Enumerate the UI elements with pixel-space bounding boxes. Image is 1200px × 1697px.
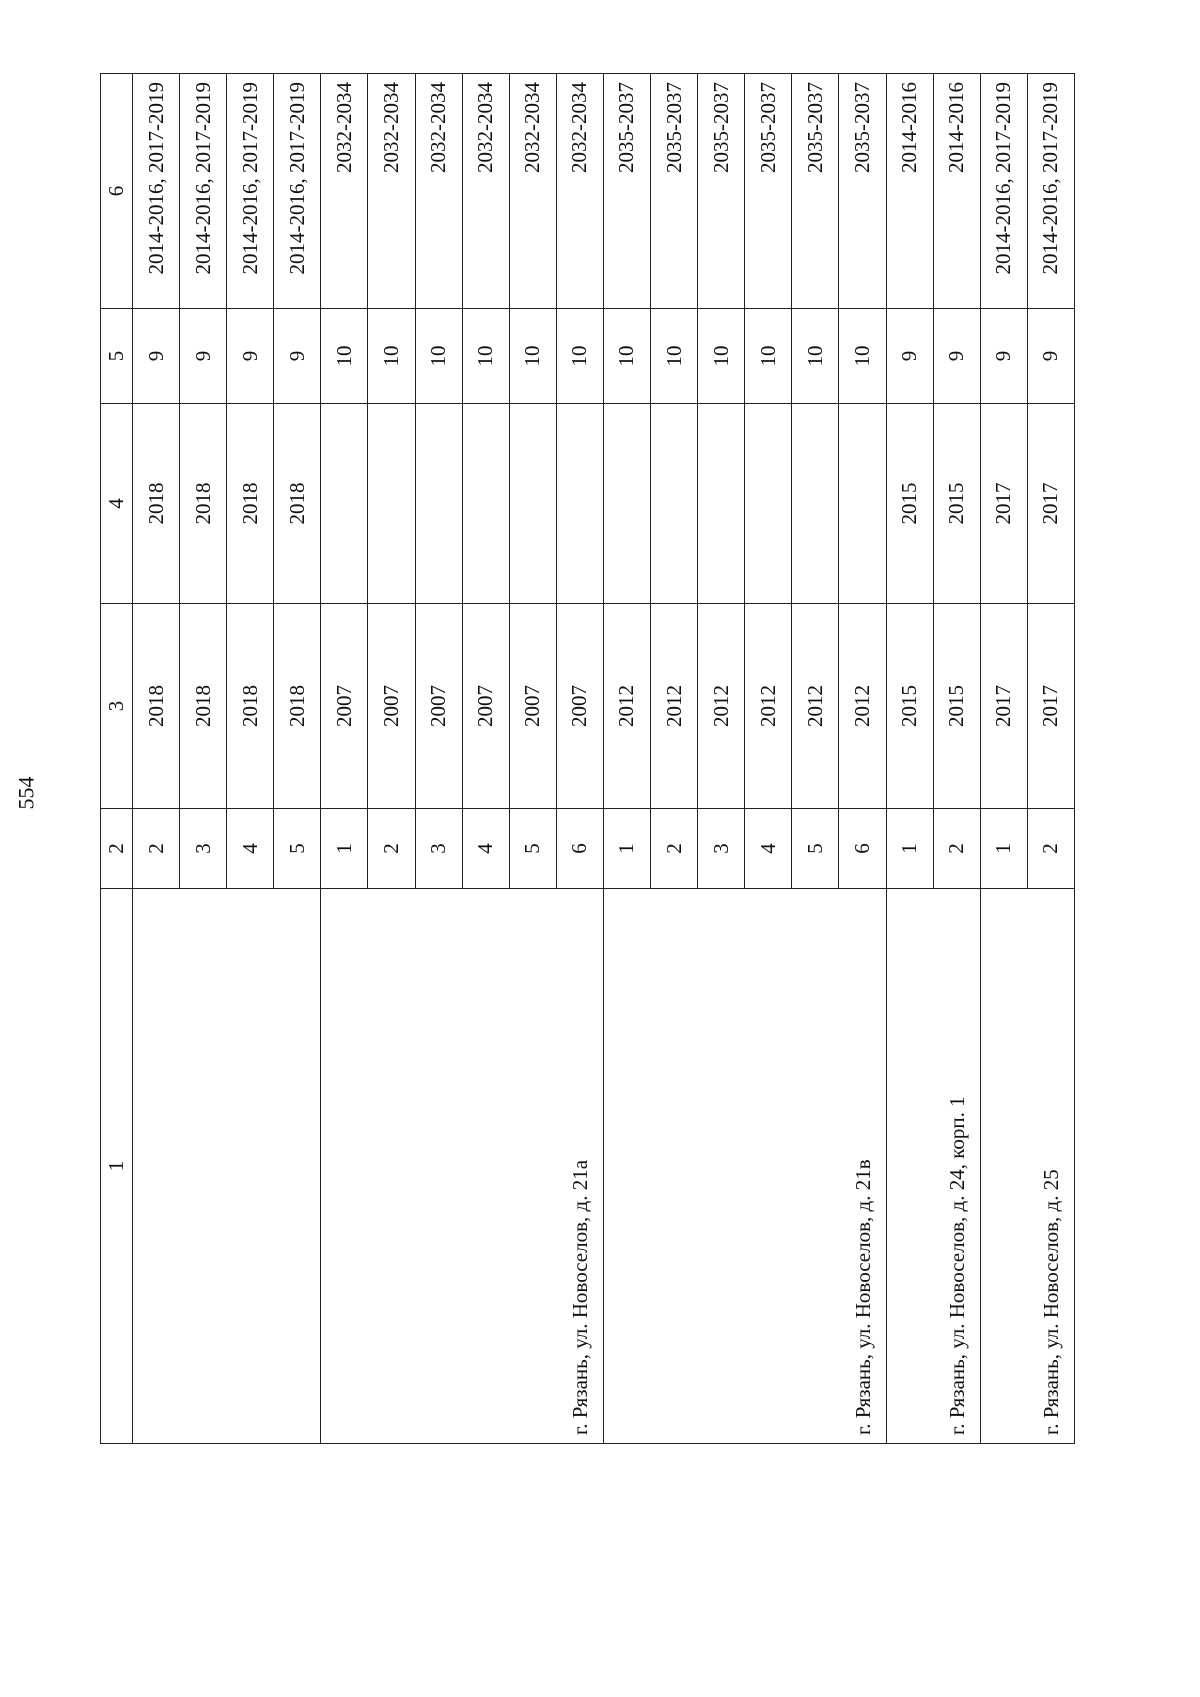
table-row — [321, 74, 368, 1444]
col-3-cell: 2012 — [651, 604, 698, 809]
col-6-cell: 2035-2037 — [698, 74, 745, 309]
col-6-cell: 2032-2034 — [321, 74, 368, 309]
col-5-cell: 10 — [509, 309, 556, 404]
row-number-cell: 5 — [274, 809, 321, 889]
col-3-cell: 2007 — [321, 604, 368, 809]
col-4-cell — [462, 404, 509, 604]
col-3-cell: 2018 — [133, 604, 180, 809]
col-4-cell — [839, 404, 886, 604]
col-5-cell: 10 — [368, 309, 415, 404]
col-4-cell — [321, 404, 368, 604]
header-col-4: 4 — [101, 404, 133, 604]
col-5-cell: 10 — [462, 309, 509, 404]
row-number-cell: 2 — [133, 809, 180, 889]
row-number-cell: 4 — [745, 809, 792, 889]
col-6-cell: 2032-2034 — [415, 74, 462, 309]
col-6-cell: 2035-2037 — [651, 74, 698, 309]
header-col-1: 1 — [101, 889, 133, 1444]
row-number-cell: 1 — [886, 809, 933, 889]
row-number-cell: 4 — [227, 809, 274, 889]
col-3-cell: 2018 — [180, 604, 227, 809]
col-3-cell: 2017 — [980, 604, 1027, 809]
col-4-cell — [368, 404, 415, 604]
col-6-cell: 2035-2037 — [603, 74, 650, 309]
header-col-5: 5 — [101, 309, 133, 404]
col-4-cell — [415, 404, 462, 604]
address-cell: г. Рязань, ул. Новоселов, д. 25 — [980, 889, 1074, 1444]
col-4-cell: 2018 — [274, 404, 321, 604]
table-body — [133, 74, 1075, 1444]
col-3-cell: 2018 — [227, 604, 274, 809]
col-5-cell: 10 — [321, 309, 368, 404]
address-cell: г. Рязань, ул. Новоселов, д. 21а — [321, 889, 604, 1444]
col-6-cell: 2014-2016 — [933, 74, 980, 309]
row-number-cell: 2 — [651, 809, 698, 889]
row-number-cell: 2 — [368, 809, 415, 889]
col-6-cell: 2014-2016, 2017-2019 — [227, 74, 274, 309]
header-col-2: 2 — [101, 809, 133, 889]
col-4-cell: 2017 — [1027, 404, 1074, 604]
col-4-cell — [509, 404, 556, 604]
row-number-cell: 5 — [792, 809, 839, 889]
header-col-3: 3 — [101, 604, 133, 809]
col-4-cell: 2018 — [227, 404, 274, 604]
col-4-cell: 2015 — [933, 404, 980, 604]
col-6-cell: 2014-2016, 2017-2019 — [980, 74, 1027, 309]
row-number-cell: 3 — [698, 809, 745, 889]
col-5-cell: 9 — [886, 309, 933, 404]
col-4-cell: 2015 — [886, 404, 933, 604]
table-row — [603, 74, 650, 1444]
col-6-cell: 2014-2016, 2017-2019 — [1027, 74, 1074, 309]
col-3-cell: 2007 — [462, 604, 509, 809]
row-number-cell: 3 — [415, 809, 462, 889]
col-3-cell: 2018 — [274, 604, 321, 809]
col-5-cell: 9 — [933, 309, 980, 404]
col-3-cell: 2012 — [603, 604, 650, 809]
col-6-cell: 2032-2034 — [556, 74, 603, 309]
col-3-cell: 2007 — [368, 604, 415, 809]
col-5-cell: 10 — [839, 309, 886, 404]
row-number-cell: 1 — [980, 809, 1027, 889]
row-number-cell: 1 — [321, 809, 368, 889]
col-6-cell: 2035-2037 — [792, 74, 839, 309]
address-cell — [133, 889, 321, 1444]
col-4-cell — [698, 404, 745, 604]
col-3-cell: 2007 — [509, 604, 556, 809]
col-5-cell: 9 — [180, 309, 227, 404]
col-4-cell — [603, 404, 650, 604]
col-5-cell: 10 — [603, 309, 650, 404]
col-4-cell — [745, 404, 792, 604]
col-4-cell — [792, 404, 839, 604]
col-4-cell: 2017 — [980, 404, 1027, 604]
col-6-cell: 2032-2034 — [368, 74, 415, 309]
col-4-cell — [651, 404, 698, 604]
col-5-cell: 10 — [792, 309, 839, 404]
col-5-cell: 10 — [556, 309, 603, 404]
col-6-cell: 2014-2016, 2017-2019 — [180, 74, 227, 309]
col-6-cell: 2014-2016, 2017-2019 — [133, 74, 180, 309]
col-4-cell: 2018 — [180, 404, 227, 604]
col-5-cell: 10 — [415, 309, 462, 404]
table-row — [133, 74, 180, 1444]
col-5-cell: 10 — [651, 309, 698, 404]
table-row — [980, 74, 1027, 1444]
data-table — [100, 73, 1075, 1444]
col-5-cell: 9 — [1027, 309, 1074, 404]
col-6-cell: 2035-2037 — [745, 74, 792, 309]
col-3-cell: 2012 — [745, 604, 792, 809]
col-5-cell: 10 — [698, 309, 745, 404]
col-6-cell: 2035-2037 — [839, 74, 886, 309]
col-3-cell: 2012 — [698, 604, 745, 809]
col-4-cell: 2018 — [133, 404, 180, 604]
col-4-cell — [556, 404, 603, 604]
row-number-cell: 3 — [180, 809, 227, 889]
row-number-cell: 1 — [603, 809, 650, 889]
col-3-cell: 2012 — [792, 604, 839, 809]
col-3-cell: 2007 — [415, 604, 462, 809]
page-number: 554 — [13, 776, 39, 810]
col-6-cell: 2032-2034 — [462, 74, 509, 309]
row-number-cell: 2 — [1027, 809, 1074, 889]
header-row — [101, 74, 133, 1444]
row-number-cell: 5 — [509, 809, 556, 889]
address-cell: г. Рязань, ул. Новоселов, д. 21в — [603, 889, 886, 1444]
col-5-cell: 9 — [980, 309, 1027, 404]
table-container — [100, 74, 1075, 1444]
row-number-cell: 2 — [933, 809, 980, 889]
col-5-cell: 9 — [133, 309, 180, 404]
table-row — [886, 74, 933, 1444]
row-number-cell: 6 — [556, 809, 603, 889]
col-5-cell: 10 — [745, 309, 792, 404]
row-number-cell: 6 — [839, 809, 886, 889]
col-3-cell: 2017 — [1027, 604, 1074, 809]
table-header — [101, 74, 133, 1444]
col-3-cell: 2015 — [886, 604, 933, 809]
address-cell: г. Рязань, ул. Новоселов, д. 24, корп. 1 — [886, 889, 980, 1444]
col-6-cell: 2014-2016, 2017-2019 — [274, 74, 321, 309]
row-number-cell: 4 — [462, 809, 509, 889]
col-5-cell: 9 — [227, 309, 274, 404]
col-6-cell: 2032-2034 — [509, 74, 556, 309]
header-col-6: 6 — [101, 74, 133, 309]
col-5-cell: 9 — [274, 309, 321, 404]
col-3-cell: 2007 — [556, 604, 603, 809]
col-3-cell: 2015 — [933, 604, 980, 809]
col-3-cell: 2012 — [839, 604, 886, 809]
col-6-cell: 2014-2016 — [886, 74, 933, 309]
